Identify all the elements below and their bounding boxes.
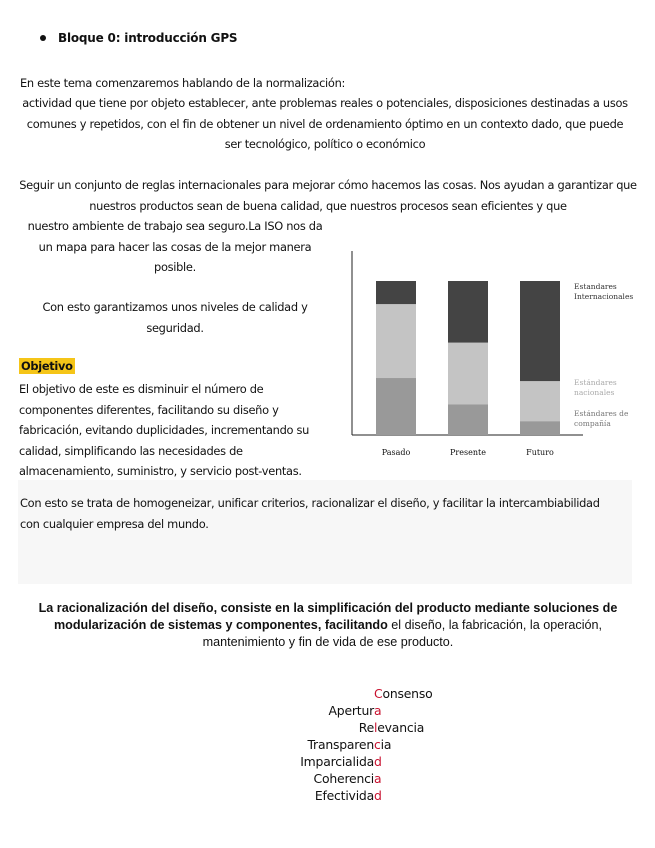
- acronym-highlight-letter: a: [374, 771, 382, 786]
- legend-label: Estándares de: [574, 409, 629, 418]
- racionalizacion-rest: el diseño, la fabricación, la operación, mantenimiento y fin de vida de ese producto.: [202, 618, 603, 649]
- iso-paragraph-3: Con esto garantizamos unos niveles de calidad y seguridad.: [42, 300, 308, 335]
- objetivo-label: Objetivo: [21, 359, 73, 373]
- acronym-prefix: Efectivida: [314, 788, 374, 803]
- acronym-prefix: Imparcialida: [300, 754, 374, 769]
- acronym-highlight-letter: d: [374, 788, 382, 803]
- acronym-highlight-letter: C: [374, 686, 383, 701]
- objetivo-text: El objetivo de este es disminuir el número de componentes diferentes, facilitando su diseño y fabricación, evitando duplicidades, incrementando su calidad, simplificando las necesidades de almacenamiento, suministro, y servicio post-ventas.: [19, 382, 310, 478]
- acronym-line: [315, 787, 382, 804]
- bar-segment: [376, 378, 416, 435]
- bar-segment: [520, 281, 560, 381]
- acronym-suffix: onsenso: [382, 686, 433, 701]
- bar-segment: [520, 381, 560, 421]
- bullet-icon: [40, 35, 46, 41]
- acronym-prefix: Apertur: [328, 703, 374, 718]
- bar-segment: [376, 304, 416, 378]
- intro-text: En este tema comenzaremos hablando de la normalización:: [20, 76, 346, 90]
- section-heading-text: Bloque 0: introducción GPS: [58, 31, 238, 45]
- acronym-highlight-letter: a: [374, 703, 382, 718]
- acronym-highlight-letter: c: [374, 737, 381, 752]
- iso-paragraph-2: nuestro ambiente de trabajo sea seguro.La ISO nos da un mapa para hacer las cosas de la mejor manera posible.: [27, 219, 323, 274]
- bar-segment: [448, 404, 488, 435]
- homogeneizar-text: Con esto se trata de homogeneizar, unificar criterios, racionalizar el diseño, y facilitar la intercambiabilidad con cualquier empresa del mundo.: [20, 496, 600, 531]
- section-heading: [40, 31, 237, 45]
- bar-segment: [520, 421, 560, 435]
- iso-paragraph-1: Seguir un conjunto de reglas internacionales para mejorar cómo hacemos las cosas. Nos ayudan a garantizar que nuestros productos sean de buena calidad, que nuestros procesos sean eficientes y que: [19, 178, 637, 213]
- legend-label: Internacionales: [574, 292, 634, 301]
- acronym-highlight-letter: l: [374, 720, 378, 735]
- racionalizacion-bold: La racionalización del diseño, consiste en la simplificación del producto mediante soluciones de modularización de sistemas y componentes, facilitando: [38, 601, 618, 632]
- bar-segment: [376, 281, 416, 304]
- acronym-line: [359, 719, 424, 736]
- legend-label: nacionales: [574, 388, 615, 397]
- x-tick-label: Presente: [450, 448, 486, 457]
- standards-chart: [338, 238, 643, 468]
- acronym-suffix: evancia: [377, 720, 425, 735]
- legend-label: Estándares: [574, 378, 617, 387]
- x-tick-label: Futuro: [526, 448, 554, 457]
- acronym-line: [329, 702, 382, 719]
- acronym-line: [300, 753, 381, 770]
- acronym-line: [374, 685, 432, 702]
- acronym-suffix: ia: [380, 737, 392, 752]
- legend-label: compañía: [574, 419, 611, 428]
- bar-segment: [448, 343, 488, 405]
- legend-label: Estandares: [574, 282, 617, 291]
- x-tick-label: Pasado: [381, 448, 411, 457]
- normalization-definition: actividad que tiene por objeto establecer, ante problemas reales o potenciales, disposiciones destinadas a usos comunes y repetidos, con el fin de obtener un nivel de ordenamiento óptimo en un contexto dado, que puede ser tecnológico, político o económico: [22, 96, 628, 151]
- racionalizacion-paragraph: [22, 600, 634, 651]
- acronym-line: [308, 736, 392, 753]
- acronym-line: [314, 770, 382, 787]
- acronym-highlight-letter: d: [374, 754, 382, 769]
- bar-segment: [448, 281, 488, 343]
- acronym-prefix: Coherenci: [313, 771, 374, 786]
- acronym-prefix: Re: [358, 720, 374, 735]
- acronym-prefix: Transparen: [307, 737, 374, 752]
